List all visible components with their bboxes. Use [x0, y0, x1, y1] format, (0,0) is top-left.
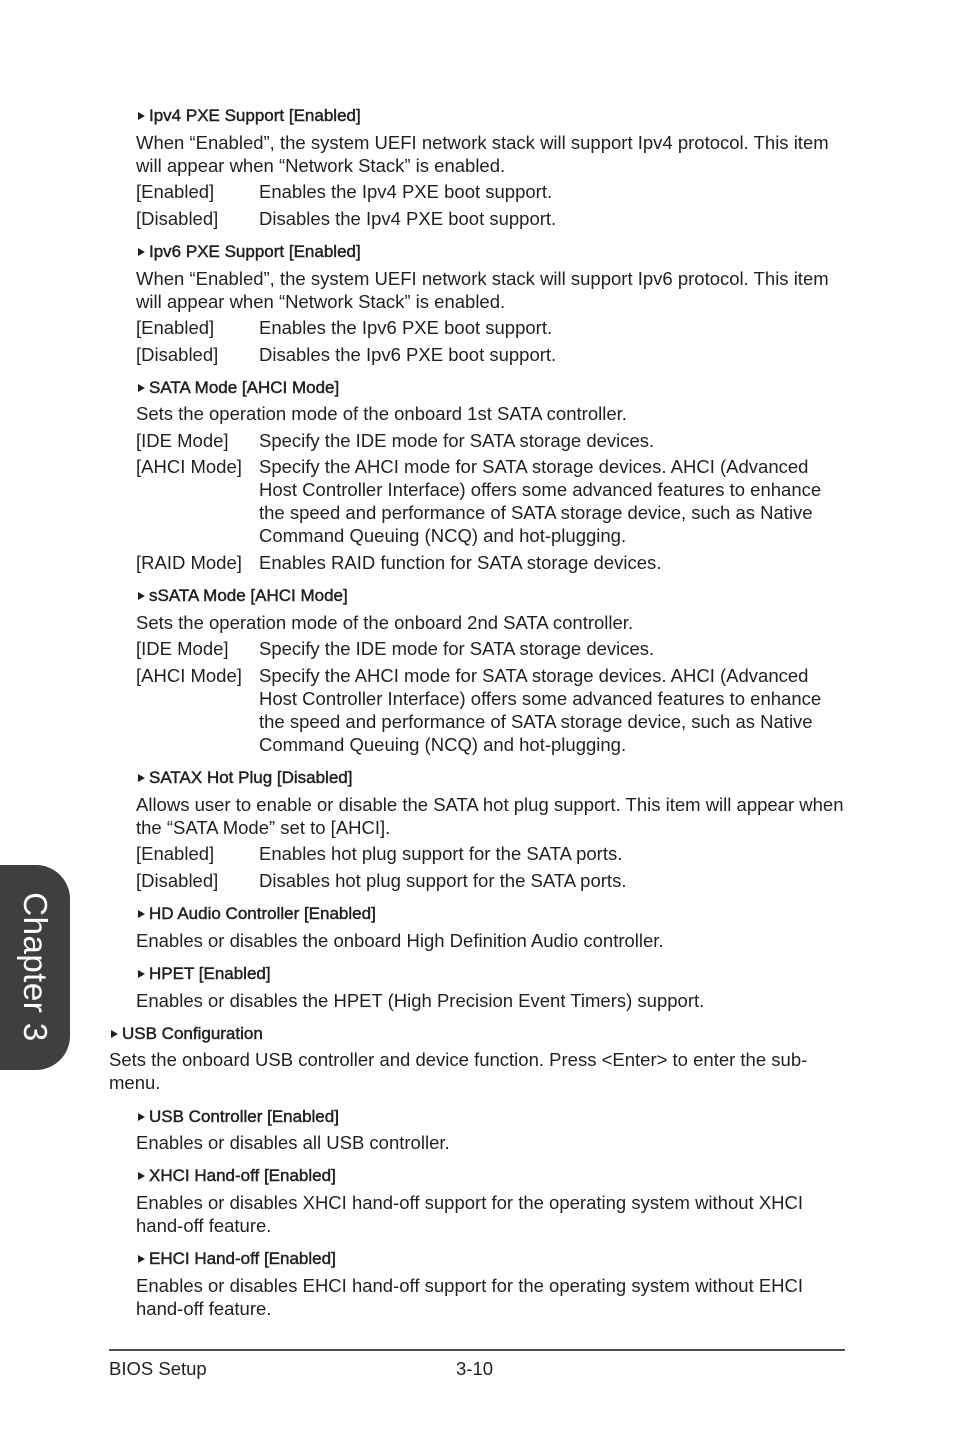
option-description: Specify the IDE mode for SATA storage devices. — [259, 638, 655, 659]
section-heading-hpet — [138, 964, 271, 984]
section-description: Enables or disables EHCI hand-off support for the operating system without EHCI hand-off feature. — [136, 1275, 804, 1319]
section-heading-sata-mode — [138, 378, 339, 398]
option-description: Enables the Ipv4 PXE boot support. — [259, 181, 553, 202]
option-key: [AHCI Mode] — [136, 665, 242, 686]
triangle-bullet-icon — [138, 1113, 145, 1121]
chapter-tab — [0, 865, 70, 1070]
option-key: [IDE Mode] — [136, 638, 229, 659]
heading-text: SATA Mode [AHCI Mode] — [149, 378, 340, 397]
heading-text: Ipv4 PXE Support [Enabled] — [149, 106, 361, 125]
section-description: Enables or disables all USB controller. — [136, 1132, 450, 1153]
triangle-bullet-icon — [138, 112, 145, 120]
triangle-bullet-icon — [138, 384, 145, 392]
section-heading-ssata-mode — [138, 586, 348, 606]
option-key: [Enabled] — [136, 181, 215, 202]
chapter-tab-label: Chapter 3 — [17, 892, 54, 1042]
section-description: When “Enabled”, the system UEFI network stack will support Ipv6 protocol. This item will appear when “Network Stack” is enabled. — [136, 268, 829, 312]
option-description: Enables RAID function for SATA storage devices. — [259, 552, 662, 573]
option-description: Specify the AHCI mode for SATA storage devices. AHCI (Advanced Host Controller Interface) offers some advanced features to enhance the speed and performance of SATA storage device, such as Native Command Queuing (NCQ) and hot-plugging. — [259, 456, 822, 546]
section-description: Enables or disables the onboard High Definition Audio controller. — [136, 930, 664, 951]
option-key: [Disabled] — [136, 344, 219, 365]
section-heading-usb-configuration — [111, 1024, 263, 1044]
option-description: Disables hot plug support for the SATA ports. — [259, 870, 627, 891]
footer-divider — [109, 1349, 845, 1351]
heading-text: XHCI Hand-off [Enabled] — [149, 1166, 336, 1185]
triangle-bullet-icon — [138, 774, 145, 782]
option-key: [IDE Mode] — [136, 430, 229, 451]
heading-text: USB Controller [Enabled] — [149, 1107, 339, 1126]
option-key: [Enabled] — [136, 317, 215, 338]
option-key: [Disabled] — [136, 870, 219, 891]
heading-text: EHCI Hand-off [Enabled] — [149, 1249, 336, 1268]
section-heading-usb-controller — [138, 1107, 339, 1127]
heading-text: Ipv6 PXE Support [Enabled] — [149, 242, 361, 261]
section-heading-ipv4-pxe — [138, 106, 361, 126]
option-description: Specify the IDE mode for SATA storage devices. — [259, 430, 655, 451]
heading-text: SATAX Hot Plug [Disabled] — [149, 768, 353, 787]
section-heading-xhci-hand-off — [138, 1166, 336, 1186]
section-description: Enables or disables XHCI hand-off support for the operating system without XHCI hand-off feature. — [136, 1192, 804, 1236]
section-description: Enables or disables the HPET (High Precision Event Timers) support. — [136, 990, 705, 1011]
option-key: [AHCI Mode] — [136, 456, 242, 477]
triangle-bullet-icon — [138, 970, 145, 978]
page-number: 3-10 — [456, 1358, 494, 1379]
option-description: Specify the AHCI mode for SATA storage devices. AHCI (Advanced Host Controller Interface) offers some advanced features to enhance the speed and performance of SATA storage device, such as Native Command Queuing (NCQ) and hot-plugging. — [259, 665, 822, 755]
section-description: Sets the operation mode of the onboard 1st SATA controller. — [136, 403, 627, 424]
option-key: [Enabled] — [136, 843, 215, 864]
option-description: Disables the Ipv4 PXE boot support. — [259, 208, 557, 229]
option-description: Disables the Ipv6 PXE boot support. — [259, 344, 557, 365]
section-description: Allows user to enable or disable the SATA hot plug support. This item will appear when the “SATA Mode” set to [AHCI]. — [136, 794, 844, 838]
heading-text: HD Audio Controller [Enabled] — [149, 904, 376, 923]
section-description — [109, 1048, 849, 1094]
section-description: When “Enabled”, the system UEFI network stack will support Ipv4 protocol. This item will appear when “Network Stack” is enabled. — [136, 132, 829, 176]
triangle-bullet-icon — [138, 248, 145, 256]
section-heading-satax-hot-plug — [138, 768, 352, 788]
triangle-bullet-icon — [138, 910, 145, 918]
heading-text: HPET [Enabled] — [149, 964, 271, 983]
triangle-bullet-icon — [138, 1255, 145, 1263]
footer-section-title: BIOS Setup — [109, 1358, 207, 1379]
option-key: [RAID Mode] — [136, 552, 242, 573]
description-line: menu. — [109, 1072, 161, 1093]
description-line: Sets the onboard USB controller and device function. Press <Enter> to enter the sub- — [109, 1049, 808, 1070]
option-description: Enables hot plug support for the SATA ports. — [259, 843, 623, 864]
section-heading-ipv6-pxe — [138, 242, 361, 262]
section-heading-hd-audio — [138, 904, 376, 924]
triangle-bullet-icon — [111, 1030, 118, 1038]
triangle-bullet-icon — [138, 592, 145, 600]
option-description: Enables the Ipv6 PXE boot support. — [259, 317, 553, 338]
heading-text: sSATA Mode [AHCI Mode] — [149, 586, 348, 605]
section-description: Sets the operation mode of the onboard 2nd SATA controller. — [136, 612, 634, 633]
heading-text: USB Configuration — [122, 1024, 263, 1043]
triangle-bullet-icon — [138, 1172, 145, 1180]
section-heading-ehci-hand-off — [138, 1249, 336, 1269]
option-key: [Disabled] — [136, 208, 219, 229]
